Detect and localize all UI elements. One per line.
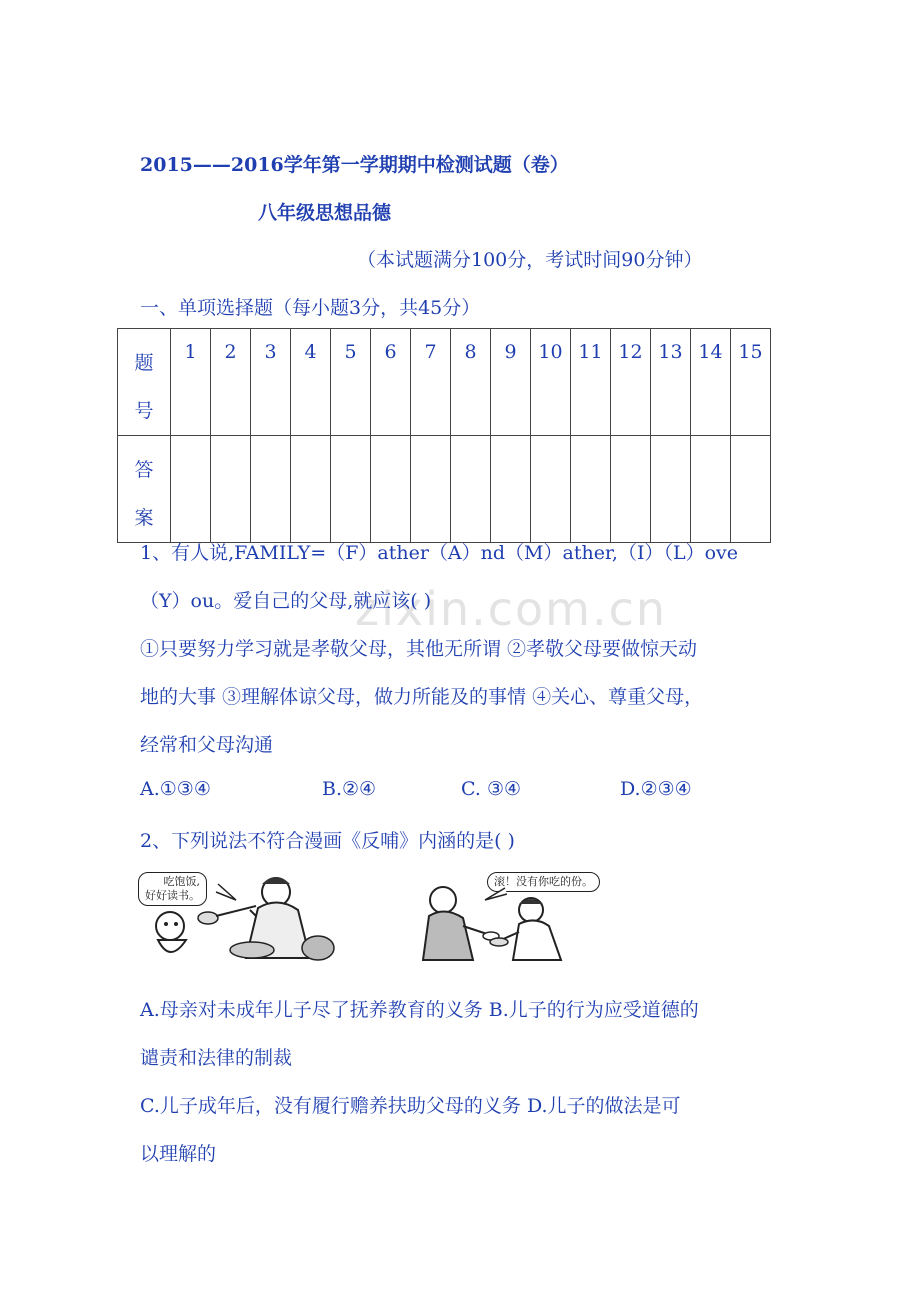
table-cell (651, 329, 691, 436)
answer-cell[interactable] (531, 436, 571, 543)
answer-cell[interactable] (291, 436, 331, 543)
question-number: 9 (504, 341, 517, 363)
q1-option-b: B.②④ (322, 778, 377, 800)
table-cell (691, 329, 731, 436)
table-cell (731, 329, 771, 436)
row-header-number (118, 329, 171, 436)
cartoon-left (138, 866, 338, 966)
table-cell (611, 329, 651, 436)
question-number: 8 (464, 341, 477, 363)
cartoon-right (415, 866, 615, 966)
question-number: 12 (618, 341, 643, 363)
q1-option-c: C. ③④ (461, 778, 522, 800)
question-number: 5 (344, 341, 357, 363)
exam-title: 2015——2016学年第一学期期中检测试题（卷） (140, 154, 569, 176)
row-header-char: 号 (134, 400, 154, 422)
table-cell (211, 329, 251, 436)
table-cell (491, 329, 531, 436)
answer-table (117, 328, 771, 543)
answer-cell[interactable] (171, 436, 211, 543)
question-number: 6 (384, 341, 397, 363)
cartoon-mother-feeding-child (138, 866, 338, 966)
q2-line: 以理解的 (140, 1143, 217, 1165)
q1-line: ①只要努力学习就是孝敬父母，其他无所谓 ②孝敬父母要做惊天动 (140, 638, 698, 660)
question-number: 2 (224, 341, 237, 363)
watermark: zixin.com.cn (355, 582, 668, 636)
answer-cell[interactable] (451, 436, 491, 543)
bubble-text: 好好读书。 (145, 889, 200, 902)
answer-cell[interactable] (371, 436, 411, 543)
answer-cell[interactable] (411, 436, 451, 543)
table-cell (371, 329, 411, 436)
row-header-char: 题 (134, 352, 154, 374)
question-number: 3 (264, 341, 277, 363)
question-number: 13 (658, 341, 683, 363)
answer-cell[interactable] (731, 436, 771, 543)
row-header-answer (118, 436, 171, 543)
q1-option-a: A.①③④ (140, 778, 211, 800)
answer-cell[interactable] (651, 436, 691, 543)
q2-stem: 2、下列说法不符合漫画《反哺》内涵的是( ) (140, 830, 515, 852)
table-row-answers (118, 436, 771, 543)
answer-cell[interactable] (331, 436, 371, 543)
q1-option-d: D.②③④ (620, 778, 692, 800)
answer-cell[interactable] (491, 436, 531, 543)
table-cell (411, 329, 451, 436)
table-row-numbers (118, 329, 771, 436)
row-header-char: 答 (134, 459, 154, 481)
q1-line: （Y）ou。爱自己的父母,就应该( ) (140, 590, 432, 612)
table-cell (531, 329, 571, 436)
table-cell (291, 329, 331, 436)
answer-cell[interactable] (611, 436, 651, 543)
table-cell (451, 329, 491, 436)
q2-line: C.儿子成年后，没有履行赡养扶助父母的义务 D.儿子的做法是可 (140, 1095, 681, 1117)
q1-line: 经常和父母沟通 (140, 734, 274, 756)
q1-line: 地的大事 ③理解体谅父母，做力所能及的事情 ④关心、尊重父母， (140, 686, 704, 708)
row-header-char: 案 (134, 507, 154, 529)
question-number: 15 (738, 341, 763, 363)
cartoon-son-refusing-mother (415, 866, 615, 966)
table-cell (251, 329, 291, 436)
bubble-text: 滚！没有你吃的份。 (494, 875, 593, 888)
question-number: 11 (578, 341, 603, 363)
exam-subtitle: 八年级思想品德 (258, 202, 392, 224)
bubble-text: 吃饱饭, (163, 875, 200, 888)
table-cell (331, 329, 371, 436)
question-number: 7 (424, 341, 437, 363)
question-number: 4 (304, 341, 317, 363)
q2-line: 谴责和法律的制裁 (140, 1047, 293, 1069)
answer-cell[interactable] (211, 436, 251, 543)
answer-cell[interactable] (251, 436, 291, 543)
question-number: 10 (538, 341, 563, 363)
answer-cell[interactable] (571, 436, 611, 543)
table-cell (571, 329, 611, 436)
q2-line: A.母亲对未成年儿子尽了抚养教育的义务 B.儿子的行为应受道德的 (140, 999, 699, 1021)
exam-note: （本试题满分100分，考试时间90分钟） (357, 249, 703, 271)
table-cell (171, 329, 211, 436)
q1-line: 1、有人说,FAMILY=（F）ather（A）nd（M）ather,（I）（L）ove (140, 542, 739, 564)
answer-cell[interactable] (691, 436, 731, 543)
section-heading: 一、单项选择题（每小题3分，共45分） (140, 297, 481, 319)
question-number: 1 (184, 341, 197, 363)
question-number: 14 (698, 341, 723, 363)
